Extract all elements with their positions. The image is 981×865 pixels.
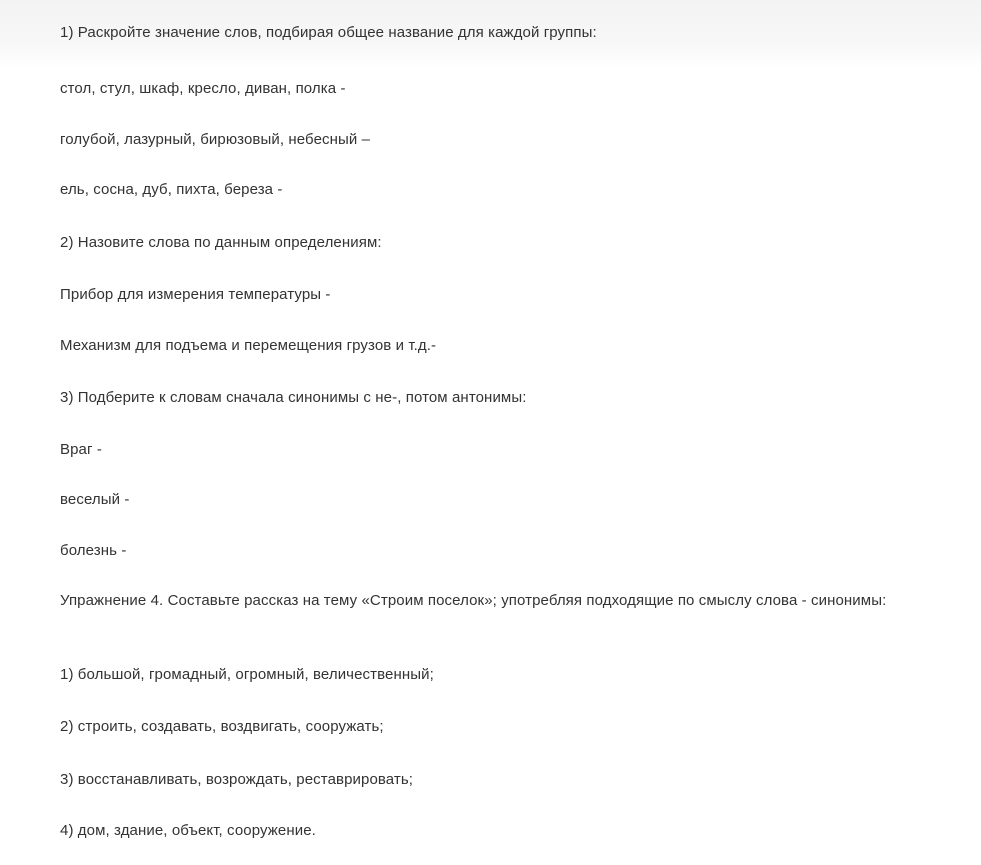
task-3-heading: 3) Подберите к словам сначала синонимы с не-, потом антонимы:	[60, 389, 527, 406]
definition-crane: Механизм для подъема и перемещения грузов и т.д.-	[60, 337, 437, 354]
task-1-heading: 1) Раскройте значение слов, подбирая общее название для каждой группы:	[60, 24, 597, 41]
task-2-heading: 2) Назовите слова по данным определениям:	[60, 234, 382, 251]
word-group-colors: голубой, лазурный, бирюзовый, небесный –	[60, 131, 371, 148]
synonyms-building: 4) дом, здание, объект, сооружение.	[60, 822, 316, 839]
synonyms-build: 2) строить, создавать, воздвигать, сооружать;	[60, 718, 384, 735]
synonyms-big: 1) большой, громадный, огромный, величественный;	[60, 666, 434, 683]
exercise-4-heading: Упражнение 4. Составьте рассказ на тему «Строим поселок»; употребляя подходящие по смыслу слова - синонимы:	[60, 592, 887, 609]
word-group-trees: ель, сосна, дуб, пихта, береза -	[60, 181, 283, 198]
synonyms-restore: 3) восстанавливать, возрождать, реставрировать;	[60, 771, 414, 788]
word-enemy: Враг -	[60, 441, 102, 458]
word-illness: болезнь -	[60, 542, 127, 559]
word-cheerful: веселый -	[60, 491, 130, 508]
definition-thermometer: Прибор для измерения температуры -	[60, 286, 331, 303]
word-group-furniture: стол, стул, шкаф, кресло, диван, полка -	[60, 80, 346, 97]
